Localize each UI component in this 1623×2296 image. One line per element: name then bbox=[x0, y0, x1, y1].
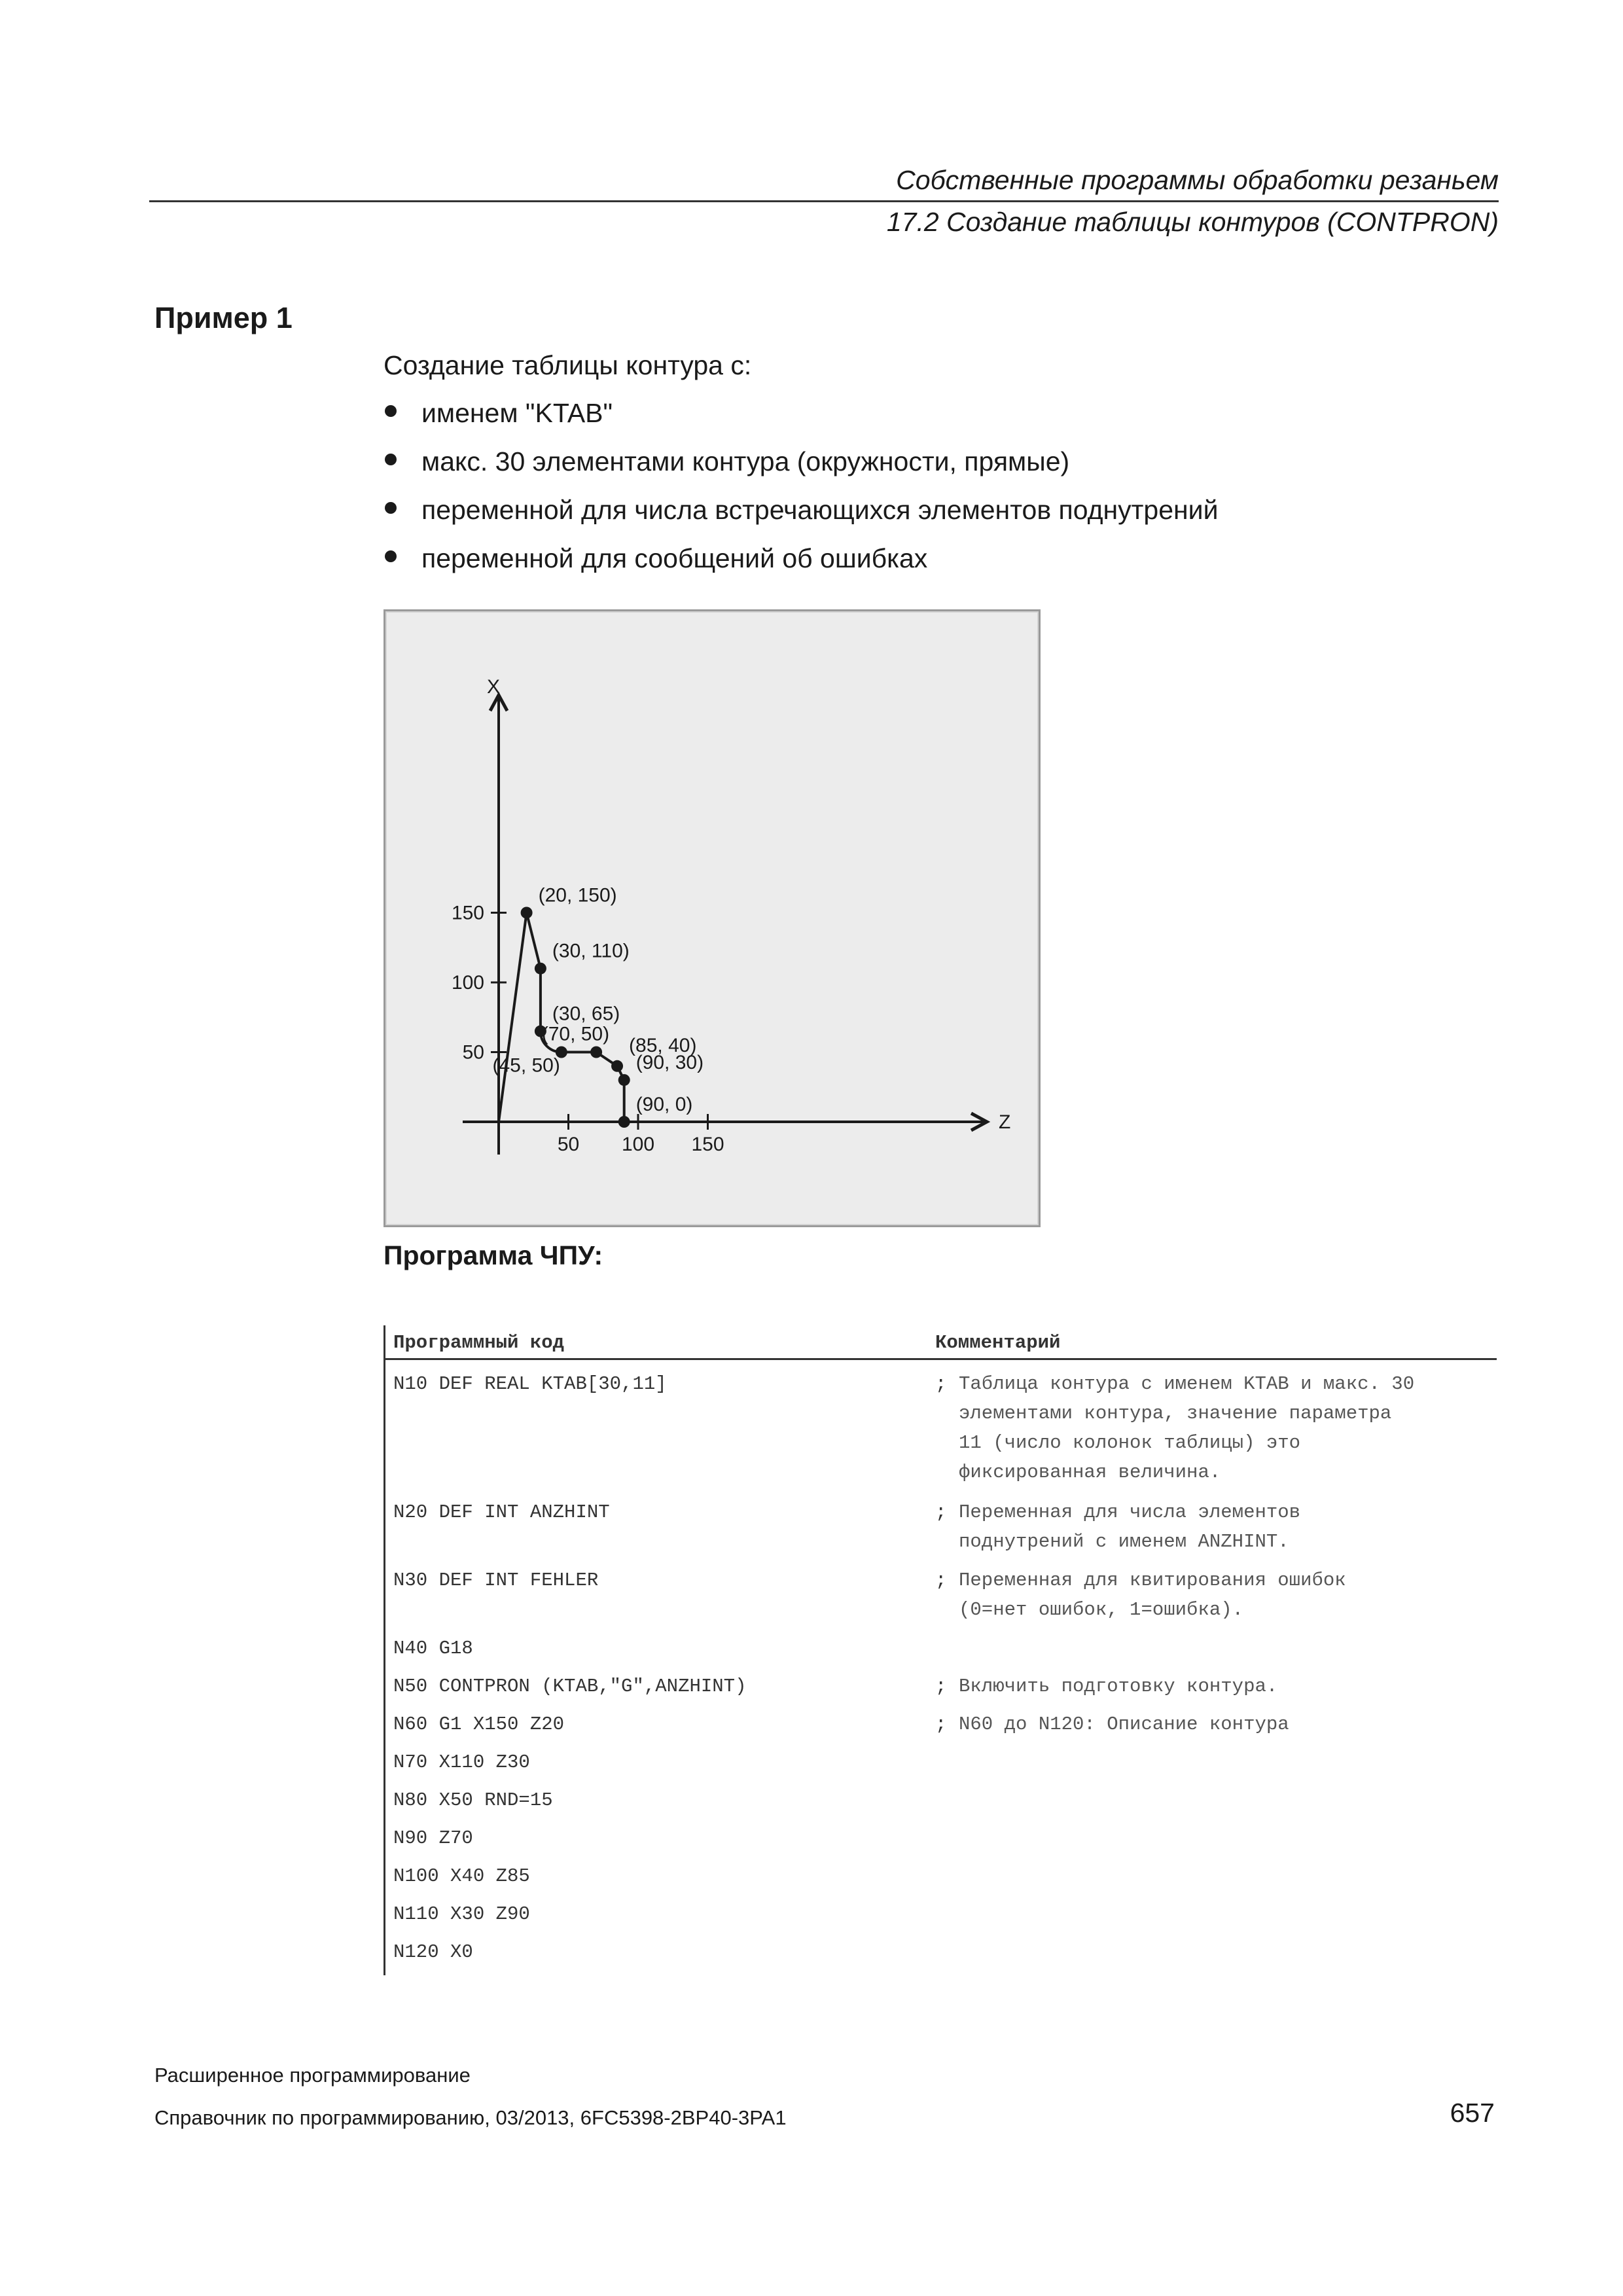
example-intro: Создание таблицы контура с: bbox=[383, 350, 752, 380]
code-cell: N20 DEF INT ANZHINT bbox=[393, 1501, 610, 1523]
bullet-dot-icon bbox=[385, 550, 397, 562]
comment-cell bbox=[935, 1937, 1497, 1975]
example-bullet-list bbox=[383, 397, 1219, 591]
code-cell: N80 X50 RND=15 bbox=[393, 1789, 553, 1811]
contour-diagram bbox=[383, 609, 1041, 1227]
code-cell: N110 X30 Z90 bbox=[393, 1903, 530, 1925]
point-label: (85, 40) bbox=[629, 1034, 697, 1056]
contour-point bbox=[611, 1060, 623, 1072]
point-label: (45, 50) bbox=[492, 1054, 560, 1077]
column-header-comment: Комментарий bbox=[935, 1332, 1061, 1354]
comment-line: поднутрений с именем ANZHINT. bbox=[959, 1531, 1289, 1552]
z-axis-label: Z bbox=[999, 1111, 1011, 1133]
table-row bbox=[385, 1899, 1497, 1937]
table-row bbox=[385, 1360, 1497, 1498]
running-header-section: 17.2 Создание таблицы контуров (CONTPRON) bbox=[886, 207, 1499, 237]
contour-point bbox=[521, 907, 533, 919]
comment-cell bbox=[935, 1634, 1497, 1672]
code-cell: N70 X110 Z30 bbox=[393, 1751, 530, 1773]
code-cell: N60 G1 X150 Z20 bbox=[393, 1713, 565, 1735]
code-cell: N10 DEF REAL KTAB[30,11] bbox=[393, 1373, 667, 1395]
contour-point bbox=[535, 963, 546, 975]
code-cell: N120 X0 bbox=[393, 1941, 473, 1963]
comment-line: Переменная для квитирования ошибок bbox=[959, 1570, 1346, 1591]
contour-point bbox=[590, 1047, 602, 1058]
comment-cell bbox=[935, 1785, 1497, 1823]
bullet-item: макс. 30 элементами контура (окружности, прямые) bbox=[383, 446, 1219, 494]
code-cell: N90 Z70 bbox=[393, 1827, 473, 1849]
point-label: (90, 30) bbox=[635, 1052, 704, 1074]
footer-manual-edition: Справочник по программированию, 03/2013, 6FC5398-2BP40-3PA1 bbox=[154, 2106, 787, 2129]
table-row bbox=[385, 1634, 1497, 1672]
contour-point bbox=[618, 1074, 630, 1086]
code-cell: N40 G18 bbox=[393, 1638, 473, 1659]
x-tick-label: 50 bbox=[462, 1041, 484, 1064]
code-cell: N100 X40 Z85 bbox=[393, 1865, 530, 1887]
point-label: (30, 65) bbox=[552, 1003, 620, 1025]
table-body bbox=[385, 1360, 1497, 1975]
bullet-item: именем "KTAB" bbox=[383, 397, 1219, 446]
x-tick-label: 150 bbox=[451, 902, 484, 924]
comment-line: N60 до N120: Описание контура bbox=[959, 1713, 1289, 1735]
footer-manual-title: Расширенное программирование bbox=[154, 2064, 471, 2087]
comment-cell: ; Переменная для квитирования ошибок (0=нет ошибок, 1=ошибка). bbox=[935, 1566, 1497, 1634]
comment-line: Таблица контура с именем KTAB и макс. 30 bbox=[959, 1373, 1415, 1395]
x-axis-label: X bbox=[486, 676, 501, 698]
point-label: (70, 50) bbox=[541, 1023, 610, 1045]
example-title: Пример 1 bbox=[154, 301, 293, 334]
bullet-item: переменной для числа встречающихся элементов поднутрений bbox=[383, 494, 1219, 543]
comment-cell bbox=[935, 1823, 1497, 1861]
nc-program-table bbox=[383, 1325, 1497, 1975]
comment-cell bbox=[935, 1861, 1497, 1899]
running-header-chapter: Собственные программы обработки резаньем bbox=[896, 165, 1499, 195]
x-tick-label: 100 bbox=[451, 972, 484, 994]
nc-program-title: Программа ЧПУ: bbox=[383, 1240, 603, 1270]
contour-diagram-svg bbox=[385, 611, 1039, 1225]
table-row bbox=[385, 1748, 1497, 1785]
table-row bbox=[385, 1710, 1497, 1748]
comment-cell bbox=[935, 1899, 1497, 1937]
table-row bbox=[385, 1785, 1497, 1823]
table-row bbox=[385, 1937, 1497, 1975]
contour-point bbox=[618, 1116, 630, 1128]
point-label: (30, 110) bbox=[552, 940, 630, 962]
z-tick-label: 100 bbox=[621, 1134, 655, 1155]
comment-cell: ; N60 до N120: Описание контура bbox=[935, 1710, 1497, 1748]
bullet-dot-icon bbox=[385, 502, 397, 514]
z-tick-label: 150 bbox=[691, 1134, 724, 1155]
table-header-row bbox=[385, 1325, 1497, 1360]
code-cell: N50 CONTPRON (KTAB,"G",ANZHINT) bbox=[393, 1676, 747, 1697]
comment-line: 11 (число колонок таблицы) это bbox=[959, 1432, 1301, 1454]
table-row bbox=[385, 1861, 1497, 1899]
table-row bbox=[385, 1672, 1497, 1710]
bullet-item: переменной для сообщений об ошибках bbox=[383, 543, 1219, 591]
bullet-dot-icon bbox=[385, 405, 397, 417]
bullet-dot-icon bbox=[385, 454, 397, 465]
page-number: 657 bbox=[1450, 2098, 1495, 2128]
comment-line: фиксированная величина. bbox=[959, 1462, 1221, 1483]
comment-line: (0=нет ошибок, 1=ошибка). bbox=[959, 1599, 1244, 1621]
point-label: (20, 150) bbox=[538, 884, 617, 906]
header-rule bbox=[149, 200, 1499, 202]
code-cell: N30 DEF INT FEHLER bbox=[393, 1570, 599, 1591]
point-label: (90, 0) bbox=[635, 1094, 693, 1115]
table-row bbox=[385, 1823, 1497, 1861]
table-row bbox=[385, 1566, 1497, 1634]
comment-line: Включить подготовку контура. bbox=[959, 1676, 1278, 1697]
comment-cell: ; Таблица контура с именем KTAB и макс. 30 элементами контура, значение параметра 11 (число колонок таблицы) это фиксированная величина. bbox=[935, 1369, 1497, 1498]
comment-line: Переменная для числа элементов bbox=[959, 1501, 1301, 1523]
comment-cell: ; Включить подготовку контура. bbox=[935, 1672, 1497, 1710]
comment-cell: ; Переменная для числа элементов поднутрений с именем ANZHINT. bbox=[935, 1498, 1497, 1566]
table-row bbox=[385, 1498, 1497, 1566]
z-tick-label: 50 bbox=[557, 1134, 580, 1155]
comment-cell bbox=[935, 1748, 1497, 1785]
column-header-code: Программный код bbox=[393, 1332, 565, 1354]
comment-line: элементами контура, значение параметра bbox=[959, 1403, 1392, 1424]
